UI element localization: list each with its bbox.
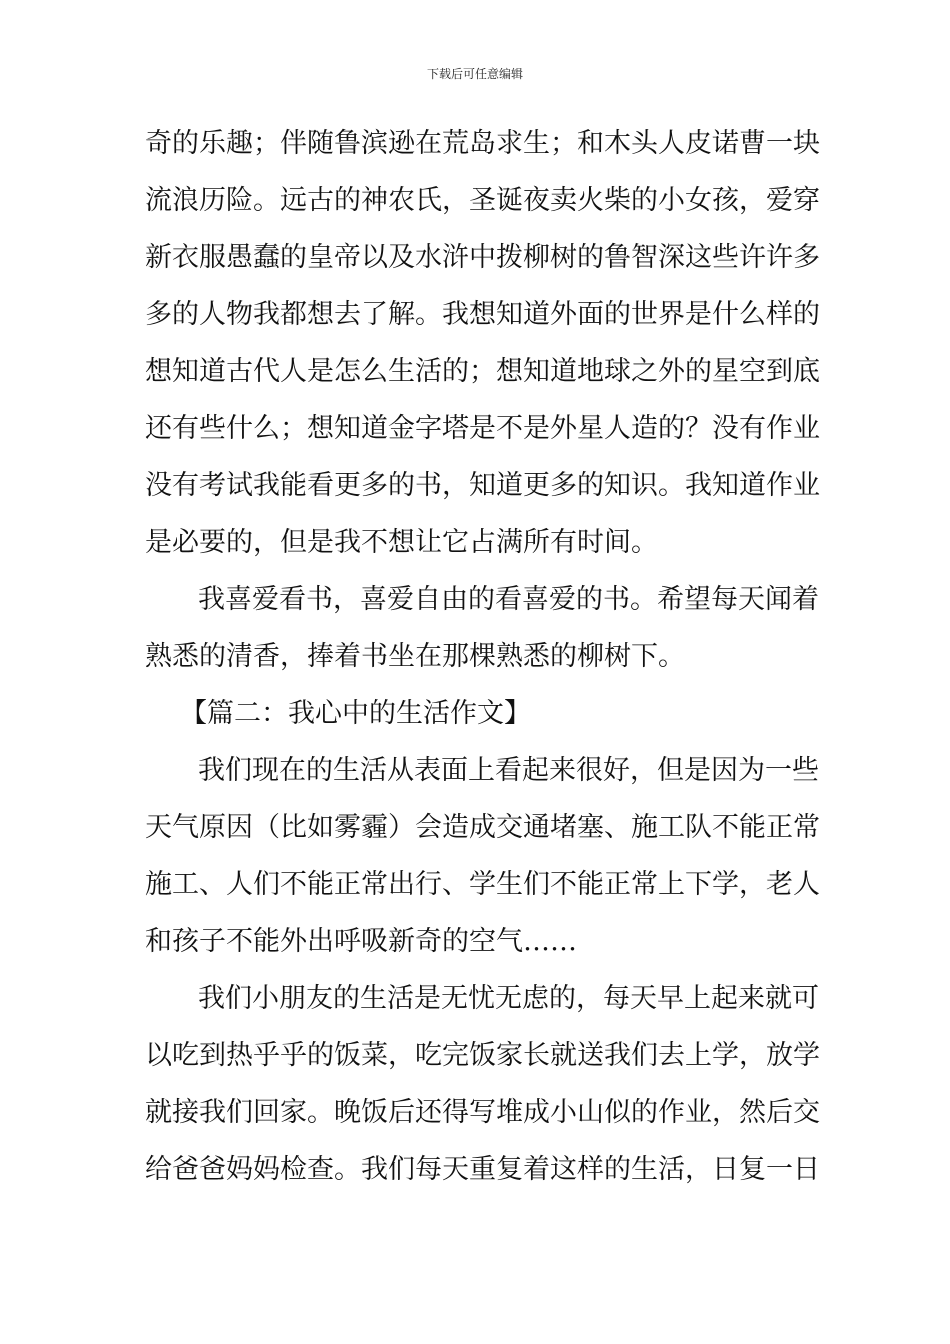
text-line: 多的人物我都想去了解。我想知道外面的世界是什么样的 bbox=[145, 299, 820, 330]
text-line: 奇的乐趣；伴随鲁滨逊在荒岛求生；和木头人皮诺曹一块 bbox=[145, 128, 820, 159]
text-line: 和孩子不能外出呼吸新奇的空气…… bbox=[145, 926, 577, 957]
text-line: 我们小朋友的生活是无忧无虑的，每天早上起来就可 bbox=[198, 983, 819, 1014]
page-header: 下载后可任意编辑 bbox=[426, 67, 523, 81]
section-heading: 【篇二：我心中的生活作文】 bbox=[180, 698, 531, 729]
text-line: 施工、人们不能正常出行、学生们不能正常上下学，老人 bbox=[145, 869, 820, 900]
text-line: 给爸爸妈妈检查。我们每天重复着这样的生活，日复一日 bbox=[145, 1154, 820, 1185]
text-line: 还有些什么；想知道金字塔是不是外星人造的？没有作业 bbox=[145, 413, 820, 444]
text-line: 熟悉的清香，捧着书坐在那棵熟悉的柳树下。 bbox=[145, 641, 685, 672]
text-line: 我们现在的生活从表面上看起来很好，但是因为一些 bbox=[198, 755, 819, 786]
text-line: 没有考试我能看更多的书，知道更多的知识。我知道作业 bbox=[145, 470, 820, 501]
text-line: 想知道古代人是怎么生活的；想知道地球之外的星空到底 bbox=[145, 356, 820, 387]
text-line: 新衣服愚蠢的皇帝以及水浒中拨柳树的鲁智深这些许许多 bbox=[145, 242, 820, 273]
text-line: 我喜爱看书，喜爱自由的看喜爱的书。希望每天闻着 bbox=[198, 584, 819, 615]
text-line: 就接我们回家。晚饭后还得写堆成小山似的作业，然后交 bbox=[145, 1097, 820, 1128]
text-line: 天气原因（比如雾霾）会造成交通堵塞、施工队不能正常 bbox=[145, 812, 820, 843]
text-line: 流浪历险。远古的神农氏，圣诞夜卖火柴的小女孩，爱穿 bbox=[145, 185, 820, 216]
text-line: 是必要的，但是我不想让它占满所有时间。 bbox=[145, 527, 658, 558]
text-line: 以吃到热乎乎的饭菜，吃完饭家长就送我们去上学，放学 bbox=[145, 1040, 820, 1071]
